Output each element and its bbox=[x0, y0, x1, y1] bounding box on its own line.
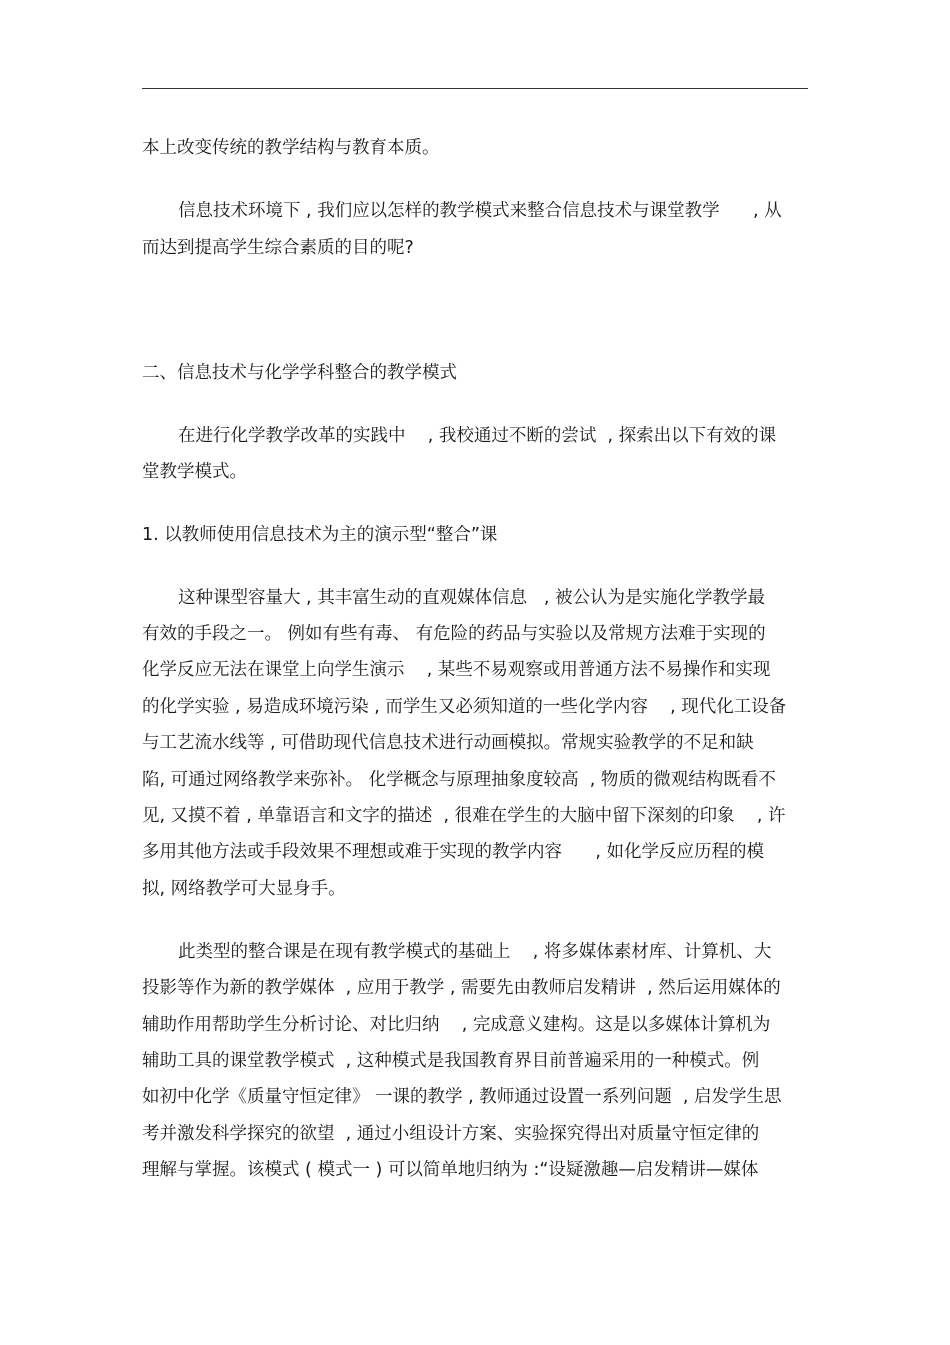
text-line: 有效的手段之一。 例如有些有毒、 有危险的药品与实验以及常规方法难于实现的 bbox=[142, 624, 766, 644]
text-line: 此类型的整合课是在现有教学模式的基础上 , 将多媒体素材库、计算机、大 bbox=[178, 942, 772, 962]
text-line: 的化学实验 , 易造成环境污染 , 而学生又必须知道的一些化学内容 , 现代化工设备 bbox=[142, 697, 787, 717]
text-line: 在进行化学教学改革的实践中 , 我校通过不断的尝试 , 探索出以下有效的课 bbox=[178, 426, 777, 446]
text-line: 信息技术环境下 , 我们应以怎样的教学模式来整合信息技术与课堂教学 , 从 bbox=[178, 201, 782, 221]
text-line: 理解与掌握。该模式 ( 模式一 ) 可以简单地归纳为 :“设疑激趣—启发精讲—媒体 bbox=[142, 1160, 759, 1180]
text-line: 考并激发科学探究的欲望 , 通过小组设计方案、实验探究得出对质量守恒定律的 bbox=[142, 1124, 760, 1144]
text-line: 辅助工具的课堂教学模式 , 这种模式是我国教育界目前普遍采用的一种模式。例 bbox=[142, 1051, 760, 1071]
text-line: 而达到提高学生综合素质的目的呢? bbox=[142, 238, 414, 258]
text-line: 辅助作用帮助学生分析讨论、对比归纳 , 完成意义建构。这是以多媒体计算机为 bbox=[142, 1015, 771, 1035]
text-line: 如初中化学《质量守恒定律》 一课的教学 , 教师通过设置一系列问题 , 启发学生思 bbox=[142, 1087, 782, 1107]
text-line: 投影等作为新的教学媒体 , 应用于教学 , 需要先由教师启发精讲 , 然后运用媒体的 bbox=[142, 978, 781, 998]
text-line: 本上改变传统的教学结构与教育本质。 bbox=[142, 138, 440, 158]
text-line: 陷, 可通过网络教学来弥补。 化学概念与原理抽象度较高 , 物质的微观结构既看不 bbox=[142, 770, 776, 790]
text-line: 多用其他方法或手段效果不理想或难于实现的教学内容 , 如化学反应历程的模 bbox=[142, 842, 764, 862]
text-line: 堂教学模式。 bbox=[142, 462, 247, 482]
text-line: 这种课型容量大 , 其丰富生动的直观媒体信息 , 被公认为是实施化学教学最 bbox=[178, 588, 765, 608]
header-rule bbox=[142, 88, 808, 89]
text-line: 化学反应无法在课堂上向学生演示 , 某些不易观察或用普通方法不易操作和实现 bbox=[142, 660, 771, 680]
text-line: 见, 又摸不着 , 单靠语言和文字的描述 , 很难在学生的大脑中留下深刻的印象 , 许 bbox=[142, 806, 786, 826]
text-line: 与工艺流水线等 , 可借助现代信息技术进行动画模拟。常规实验教学的不足和缺 bbox=[142, 733, 754, 753]
subsection-heading: 1. 以教师使用信息技术为主的演示型“整合”课 bbox=[142, 525, 498, 545]
section-heading: 二、信息技术与化学学科整合的教学模式 bbox=[142, 363, 457, 383]
text-line: 拟, 网络教学可大显身手。 bbox=[142, 879, 346, 899]
